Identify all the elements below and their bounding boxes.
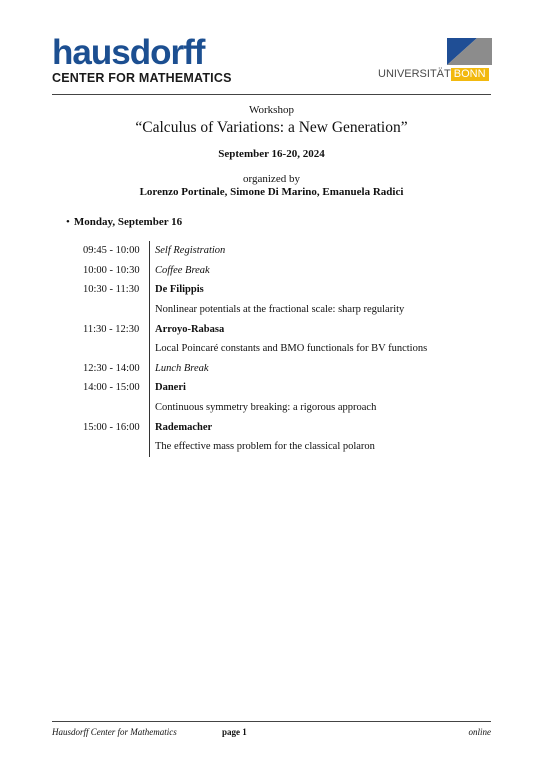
hcm-logo-wordmark: hausdorff	[52, 33, 205, 72]
event-dates: September 16-20, 2024	[218, 148, 325, 160]
schedule-row	[83, 359, 503, 379]
bullet-icon: •	[66, 216, 70, 228]
uni-bonn-emblem-icon	[447, 38, 492, 65]
schedule-entry: Lunch Break	[149, 359, 209, 379]
uni-word: UNIVERSITÄT	[378, 68, 451, 80]
speaker-name: Daneri	[149, 378, 186, 398]
schedule-row	[83, 319, 503, 339]
speaker-name: De Filippis	[149, 280, 204, 300]
hcm-logo	[52, 33, 232, 85]
schedule-time: 15:00 - 16:00	[83, 421, 140, 433]
schedule-entry: Self Registration	[149, 241, 225, 261]
schedule-time: 10:00 - 10:30	[83, 264, 140, 276]
footer-rule	[52, 721, 491, 722]
footer-format: online	[468, 727, 491, 737]
event-kind: Workshop	[249, 104, 294, 116]
schedule-row	[83, 300, 503, 320]
talk-title: The effective mass problem for the classical polaron	[149, 437, 375, 457]
talk-title: Nonlinear potentials at the fractional scale: sharp regularity	[149, 300, 404, 320]
schedule-row	[83, 261, 503, 281]
uni-bonn-logo	[378, 38, 492, 82]
schedule-row	[83, 398, 503, 418]
organizers: Lorenzo Portinale, Simone Di Marino, Emanuela Radici	[139, 186, 404, 198]
uni-bonn-text	[378, 68, 489, 81]
day-heading	[66, 216, 182, 228]
schedule-row	[83, 437, 503, 457]
header-rule	[52, 94, 491, 95]
schedule-time: 10:30 - 11:30	[83, 284, 140, 296]
schedule-time: 14:00 - 15:00	[83, 382, 140, 394]
footer-institution: Hausdorff Center for Mathematics	[52, 727, 177, 737]
day-label: Monday, September 16	[73, 216, 183, 228]
uni-city: BONN	[451, 68, 489, 81]
schedule-row	[83, 241, 503, 261]
schedule-row	[83, 378, 503, 398]
schedule-entry: Coffee Break	[149, 261, 210, 281]
talk-title: Continuous symmetry breaking: a rigorous approach	[149, 398, 376, 418]
schedule-row	[83, 339, 503, 359]
schedule-time: 11:30 - 12:30	[83, 323, 140, 335]
speaker-name: Rademacher	[149, 417, 212, 437]
schedule-time: 09:45 - 10:00	[83, 245, 140, 257]
speaker-name: Arroyo-Rabasa	[149, 319, 224, 339]
schedule-table	[83, 241, 503, 457]
page-number: page 1	[222, 727, 247, 737]
schedule-row	[83, 417, 503, 437]
organized-by-label: organized by	[243, 173, 300, 185]
talk-title: Local Poincaré constants and BMO functionals for BV functions	[149, 339, 427, 359]
schedule-row	[83, 280, 503, 300]
event-title: “Calculus of Variations: a New Generation”	[135, 119, 408, 136]
schedule-time: 12:30 - 14:00	[83, 362, 140, 374]
hcm-logo-subtitle: CENTER FOR MATHEMATICS	[52, 71, 232, 85]
